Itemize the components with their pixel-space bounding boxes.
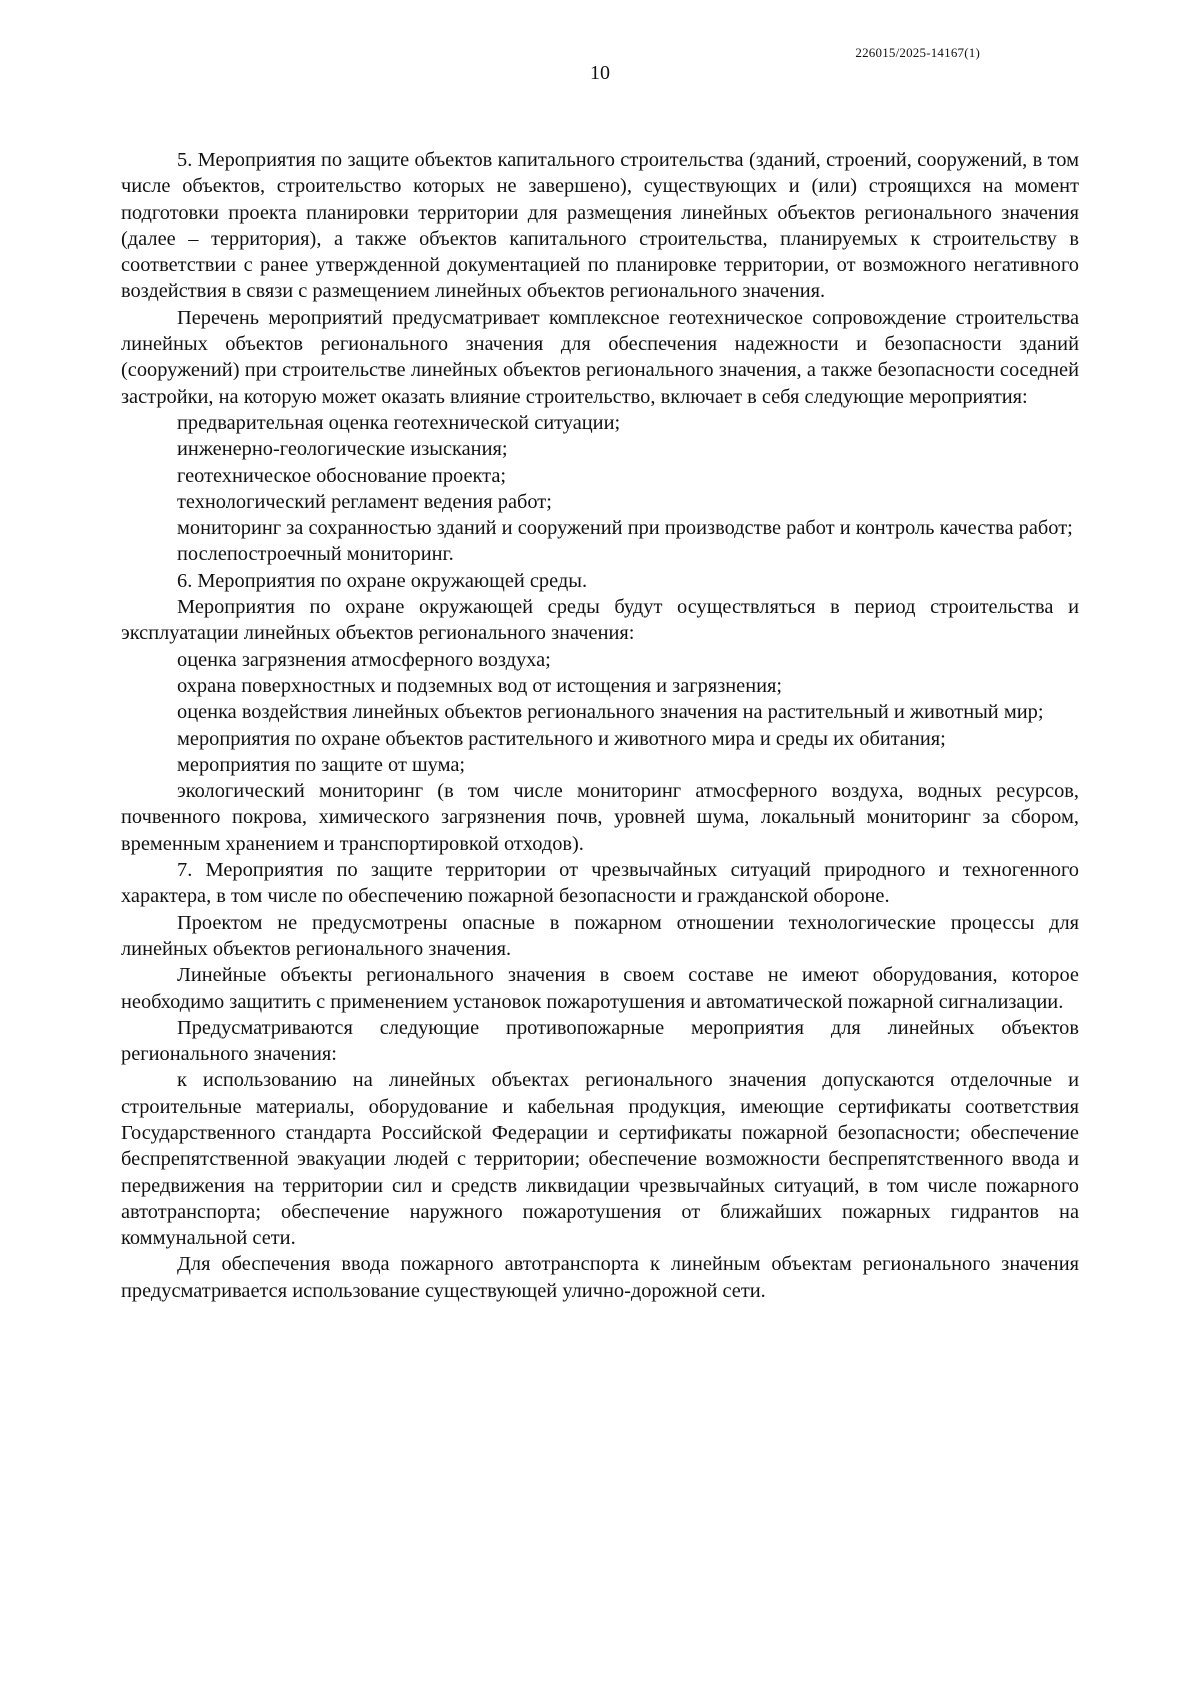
list-item: технологический регламент ведения работ; <box>177 490 552 513</box>
list-item: геотехническое обоснование проекта; <box>177 464 507 487</box>
paragraph: Для обеспечения ввода пожарного автотранспорта к линейным объектам регионального значения предусматривается использование существующей улично-дорожной сети. <box>121 1253 1079 1302</box>
paragraph: Перечень мероприятий предусматривает комплексное геотехническое сопровождение строительства линейных объектов регионального значения для обеспечения надежности и безопасности зданий (сооружений) при строительстве линейных объектов регионального значения, а также безопасности соседней застройки, на которую может оказать влияние строительство, включает в себя следующие мероприятия: <box>121 306 1079 408</box>
page-number: 10 <box>590 62 610 84</box>
list-item: послепостроечный мониторинг. <box>177 543 454 566</box>
paragraph: к использованию на линейных объектах регионального значения допускаются отделочные и строительные материалы, оборудование и кабельная продукция, имеющие сертификаты соответствия Государственного стандарта Российской Федерации и сертификаты пожарной безопасности; обеспечение беспрепятственной эвакуации людей с территории; обеспечение возможности беспрепятственного ввода и передвижения на территории сил и средств ликвидации чрезвычайных ситуаций, в том числе пожарного автотранспорта; обеспечение наружного пожаротушения от ближайших пожарных гидрантов на коммунальной сети. <box>121 1069 1079 1250</box>
document-body <box>121 147 1079 1304</box>
paragraph: Предусматриваются следующие противопожарные мероприятия для линейных объектов регионального значения: <box>121 1016 1079 1066</box>
list-item: оценка загрязнения атмосферного воздуха; <box>177 648 551 671</box>
section-heading-item7: 7. Мероприятия по защите территории от чрезвычайных ситуаций природного и техногенного характера, в том числе по обеспечению пожарной безопасности и гражданской обороне. <box>121 859 1079 908</box>
list-item: экологический мониторинг (в том числе мониторинг атмосферного воздуха, водных ресурсов, почвенного покрова, химического загрязнения почв, уровней шума, локальный мониторинг за сбором, временным хранением и транспортировкой отходов). <box>121 780 1079 855</box>
section-heading-item6: 6. Мероприятия по охране окружающей среды. <box>177 569 588 592</box>
paragraph: Мероприятия по охране окружающей среды будут осуществляться в период строительства и эксплуатации линейных объектов регионального значения: <box>121 596 1079 645</box>
list-item: мероприятия по защите от шума; <box>177 753 466 776</box>
list-item: охрана поверхностных и подземных вод от истощения и загрязнения; <box>177 674 783 697</box>
paragraph: Проектом не предусмотрены опасные в пожарном отношении технологические процессы для линейных объектов регионального значения. <box>121 911 1079 960</box>
paragraph: Линейные объекты регионального значения в своем составе не имеют оборудования, которое необходимо защитить с применением установок пожаротушения и автоматической пожарной сигнализации. <box>121 964 1079 1013</box>
list-item: инженерно-геологические изыскания; <box>177 438 508 461</box>
list-item: оценка воздействия линейных объектов регионального значения на растительный и животный мир; <box>177 701 1044 724</box>
list-item: мониторинг за сохранностью зданий и сооружений при производстве работ и контроль качества работ; <box>177 517 1073 540</box>
paragraph-item5-intro: 5. Мероприятия по защите объектов капитального строительства (зданий, строений, сооружений, в том числе объектов, строительство которых не завершено), существующих и (или) строящихся на момент подготовки проекта планировки территории для размещения линейных объектов регионального значения (далее – территория), а также объектов капитального строительства, планируемых к строительству в соответствии с ранее утвержденной документацией по планировке территории, от возможного негативного воздействия в связи с размещением линейных объектов регионального значения. <box>121 149 1079 303</box>
document-registration-number: 226015/2025-14167(1) <box>855 45 980 60</box>
list-item: предварительная оценка геотехнической ситуации; <box>177 411 621 434</box>
list-item: мероприятия по охране объектов растительного и животного мира и среды их обитания; <box>177 727 946 750</box>
